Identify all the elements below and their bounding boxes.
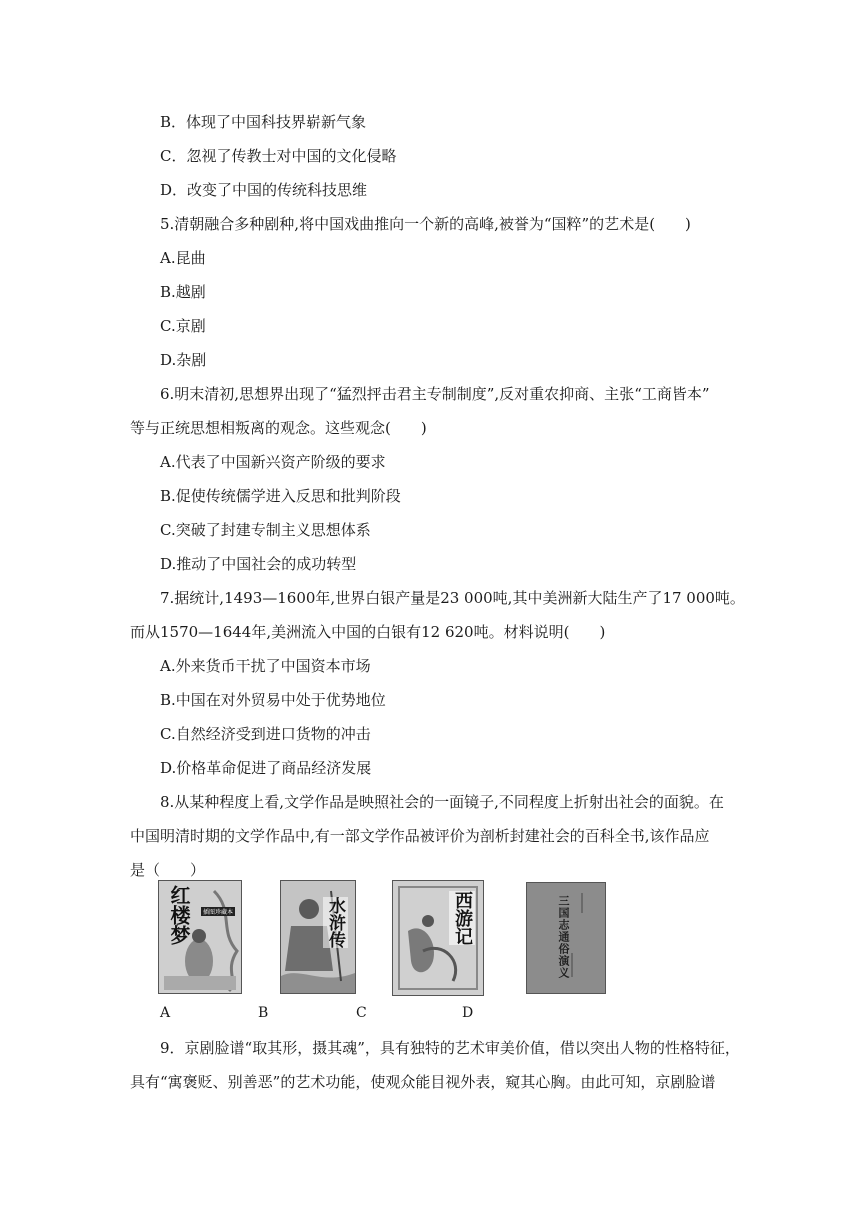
q7-stem-line2: 而从1570—1644年,美洲流入中国的白银有12 620吨。材料说明( ) (130, 623, 606, 641)
q6-stem-line1: 6.明末清初,思想界出现了“猛烈抨击君主专制制度”,反对重农抑商、主张“工商皆本” (160, 385, 710, 403)
book-cover-hongloumeng (158, 880, 242, 994)
sanguozhi-small-print (581, 893, 583, 913)
q5-option-a: A.昆曲 (160, 249, 206, 267)
q7-option-d: D.价格革命促进了商品经济发展 (160, 759, 372, 777)
q8-stem-line1: 8.从某种程度上看,文学作品是映照社会的一面镜子,不同程度上折射出社会的面貌。在 (160, 793, 724, 811)
q9-stem-line2: 具有“寓褒贬、别善恶”的艺术功能，使观众能目视外表，窥其心胸。由此可知，京剧脸谱 (130, 1073, 716, 1091)
book-cover-sanguozhi (526, 882, 606, 994)
q4-option-d: D．改变了中国的传统科技思维 (160, 181, 368, 199)
q5-option-d: D.杂剧 (160, 351, 207, 369)
cover-caption-c: C (356, 1005, 367, 1021)
q4-option-b: B．体现了中国科技界崭新气象 (160, 113, 367, 131)
shuihuzhuan-title: 水浒传 (323, 897, 348, 948)
sanguozhi-publisher (571, 953, 573, 977)
q6-option-a: A.代表了中国新兴资产阶级的要求 (160, 453, 386, 471)
book-cover-shuihuzhuan (280, 880, 356, 994)
cover-caption-d: D (462, 1005, 474, 1021)
hongloumeng-title: 红楼梦 (167, 885, 191, 945)
q5-stem: 5.清朝融合多种剧种,将中国戏曲推向一个新的高峰,被誉为“国粹”的艺术是( ) (160, 215, 691, 233)
q5-option-c: C.京剧 (160, 317, 206, 335)
xiyouji-title: 西游记 (449, 891, 475, 945)
q4-option-c: C．忽视了传教士对中国的文化侵略 (160, 147, 397, 165)
cover-caption-b: B (258, 1005, 269, 1021)
q8-stem-line2: 中国明清时期的文学作品中,有一部文学作品被评价为剖析封建社会的百科全书,该作品应 (130, 827, 710, 845)
book-cover-xiyouji (392, 880, 484, 996)
q7-option-a: A.外来货币干扰了中国资本市场 (160, 657, 371, 675)
q7-option-c: C.自然经济受到进口货物的冲击 (160, 725, 371, 743)
sanguozhi-title: 三国志通俗演义 (557, 895, 570, 979)
q9-stem-line1: 9．京剧脸谱“取其形，摄其魂”，具有独特的艺术审美价值，借以突出人物的性格特征， (160, 1039, 740, 1057)
q8-stem-line3: 是（ ） (130, 861, 206, 879)
q7-option-b: B.中国在对外贸易中处于优势地位 (160, 691, 386, 709)
q6-option-d: D.推动了中国社会的成功转型 (160, 555, 357, 573)
q7-stem-line1: 7.据统计,1493—1600年,世界白银产量是23 000吨,其中美洲新大陆生产了17 000吨。 (160, 589, 745, 607)
hongloumeng-badge: 插图珍藏本 (202, 909, 233, 916)
q6-stem-line2: 等与正统思想相叛离的观念。这些观念( ) (130, 419, 427, 437)
cover-caption-a: A (160, 1005, 171, 1021)
q6-option-c: C.突破了封建专制主义思想体系 (160, 521, 371, 539)
q5-option-b: B.越剧 (160, 283, 206, 301)
q6-option-b: B.促使传统儒学进入反思和批判阶段 (160, 487, 401, 505)
